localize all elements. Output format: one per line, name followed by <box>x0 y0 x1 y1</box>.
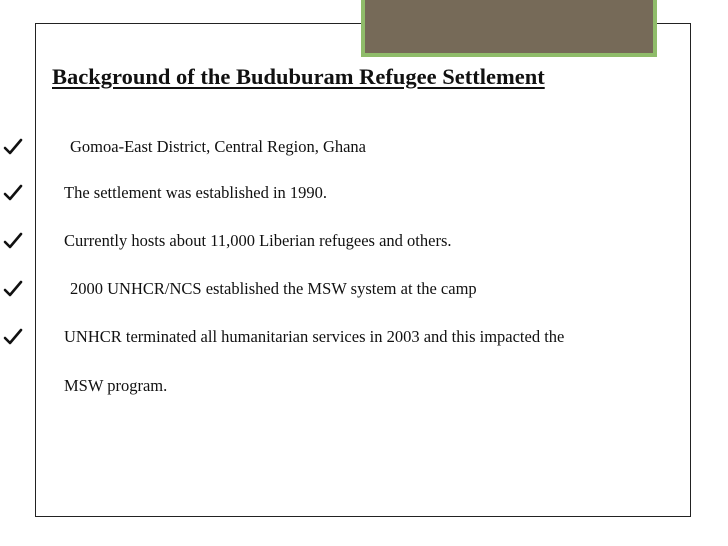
checkmark-icon <box>2 182 24 204</box>
bullet-text: 2000 UNHCR/NCS established the MSW system at the camp <box>70 279 477 298</box>
checkmark-icon <box>2 230 24 252</box>
bullet-text: UNHCR terminated all humanitarian services in 2003 and this impacted the <box>64 327 565 346</box>
checkmark-icon <box>2 278 24 300</box>
checkmark-icon <box>2 136 24 158</box>
bullet-text: Gomoa-East District, Central Region, Ghana <box>70 137 367 156</box>
bullet-text: Currently hosts about 11,000 Liberian refugees and others. <box>64 231 452 250</box>
checkmark-icon <box>2 326 24 348</box>
bullet-text: The settlement was established in 1990. <box>64 183 328 202</box>
slide-title: Background of the Buduburam Refugee Settlement <box>52 64 545 89</box>
bullet-text-continuation: MSW program. <box>64 376 168 395</box>
